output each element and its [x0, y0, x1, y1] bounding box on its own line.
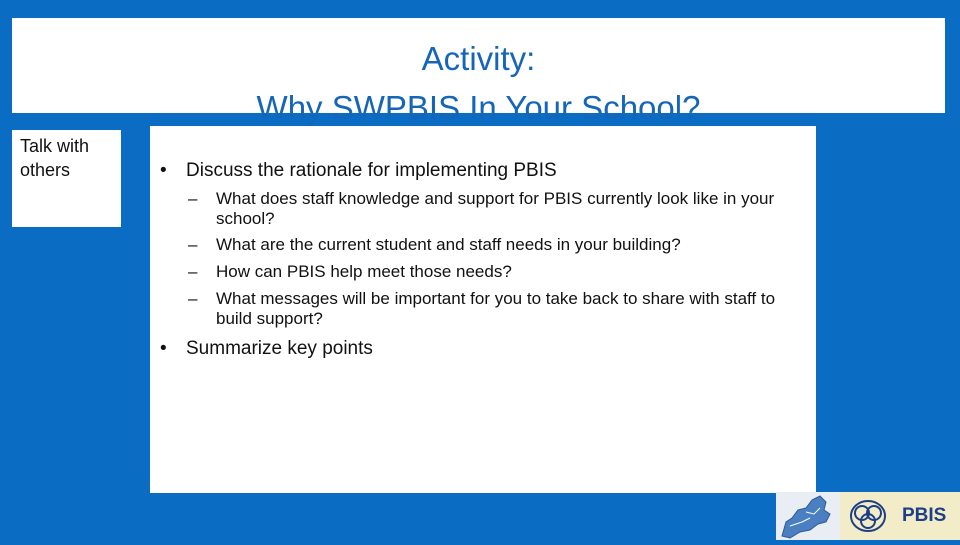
content-box — [150, 126, 816, 493]
bullet-item-2 — [160, 338, 373, 360]
sub-bullet-1 — [188, 189, 810, 229]
map-icon — [776, 492, 840, 540]
sub-bullet-3 — [188, 262, 810, 282]
pbis-rings-icon — [848, 498, 888, 534]
slide-title-line2: Why SWPBIS In Your School? — [256, 89, 701, 126]
side-note-text: Talk with others — [20, 136, 90, 180]
pbis-logo-text: PBIS — [902, 505, 947, 526]
dash-marker: – — [188, 289, 198, 308]
northeast-map-logo — [776, 492, 840, 540]
sub-bullet-text-3: How can PBIS help meet those needs? — [216, 262, 512, 281]
bullet-text-1: Discuss the rationale for implementing PBIS — [186, 160, 557, 181]
sub-bullet-2 — [188, 235, 810, 255]
dash-marker: – — [188, 262, 198, 281]
sub-bullet-text-4: What messages will be important for you to take back to share with staff to build support? — [216, 289, 776, 328]
sub-bullet-text-1: What does staff knowledge and support for PBIS currently look like in your school? — [216, 189, 775, 228]
bullet-dot: • — [160, 338, 167, 359]
bullet-item-1 — [160, 160, 557, 182]
dash-marker: – — [188, 189, 198, 208]
bullet-text-2: Summarize key points — [186, 338, 373, 359]
dash-marker: – — [188, 235, 198, 254]
title-box — [12, 18, 945, 126]
pbis-logo — [840, 492, 960, 540]
slide-title-line1: Activity: — [421, 40, 536, 77]
sub-bullet-4 — [188, 289, 810, 329]
sub-bullet-text-2: What are the current student and staff needs in your building? — [216, 235, 681, 254]
side-note-box — [12, 130, 121, 227]
bullet-dot: • — [160, 160, 167, 181]
